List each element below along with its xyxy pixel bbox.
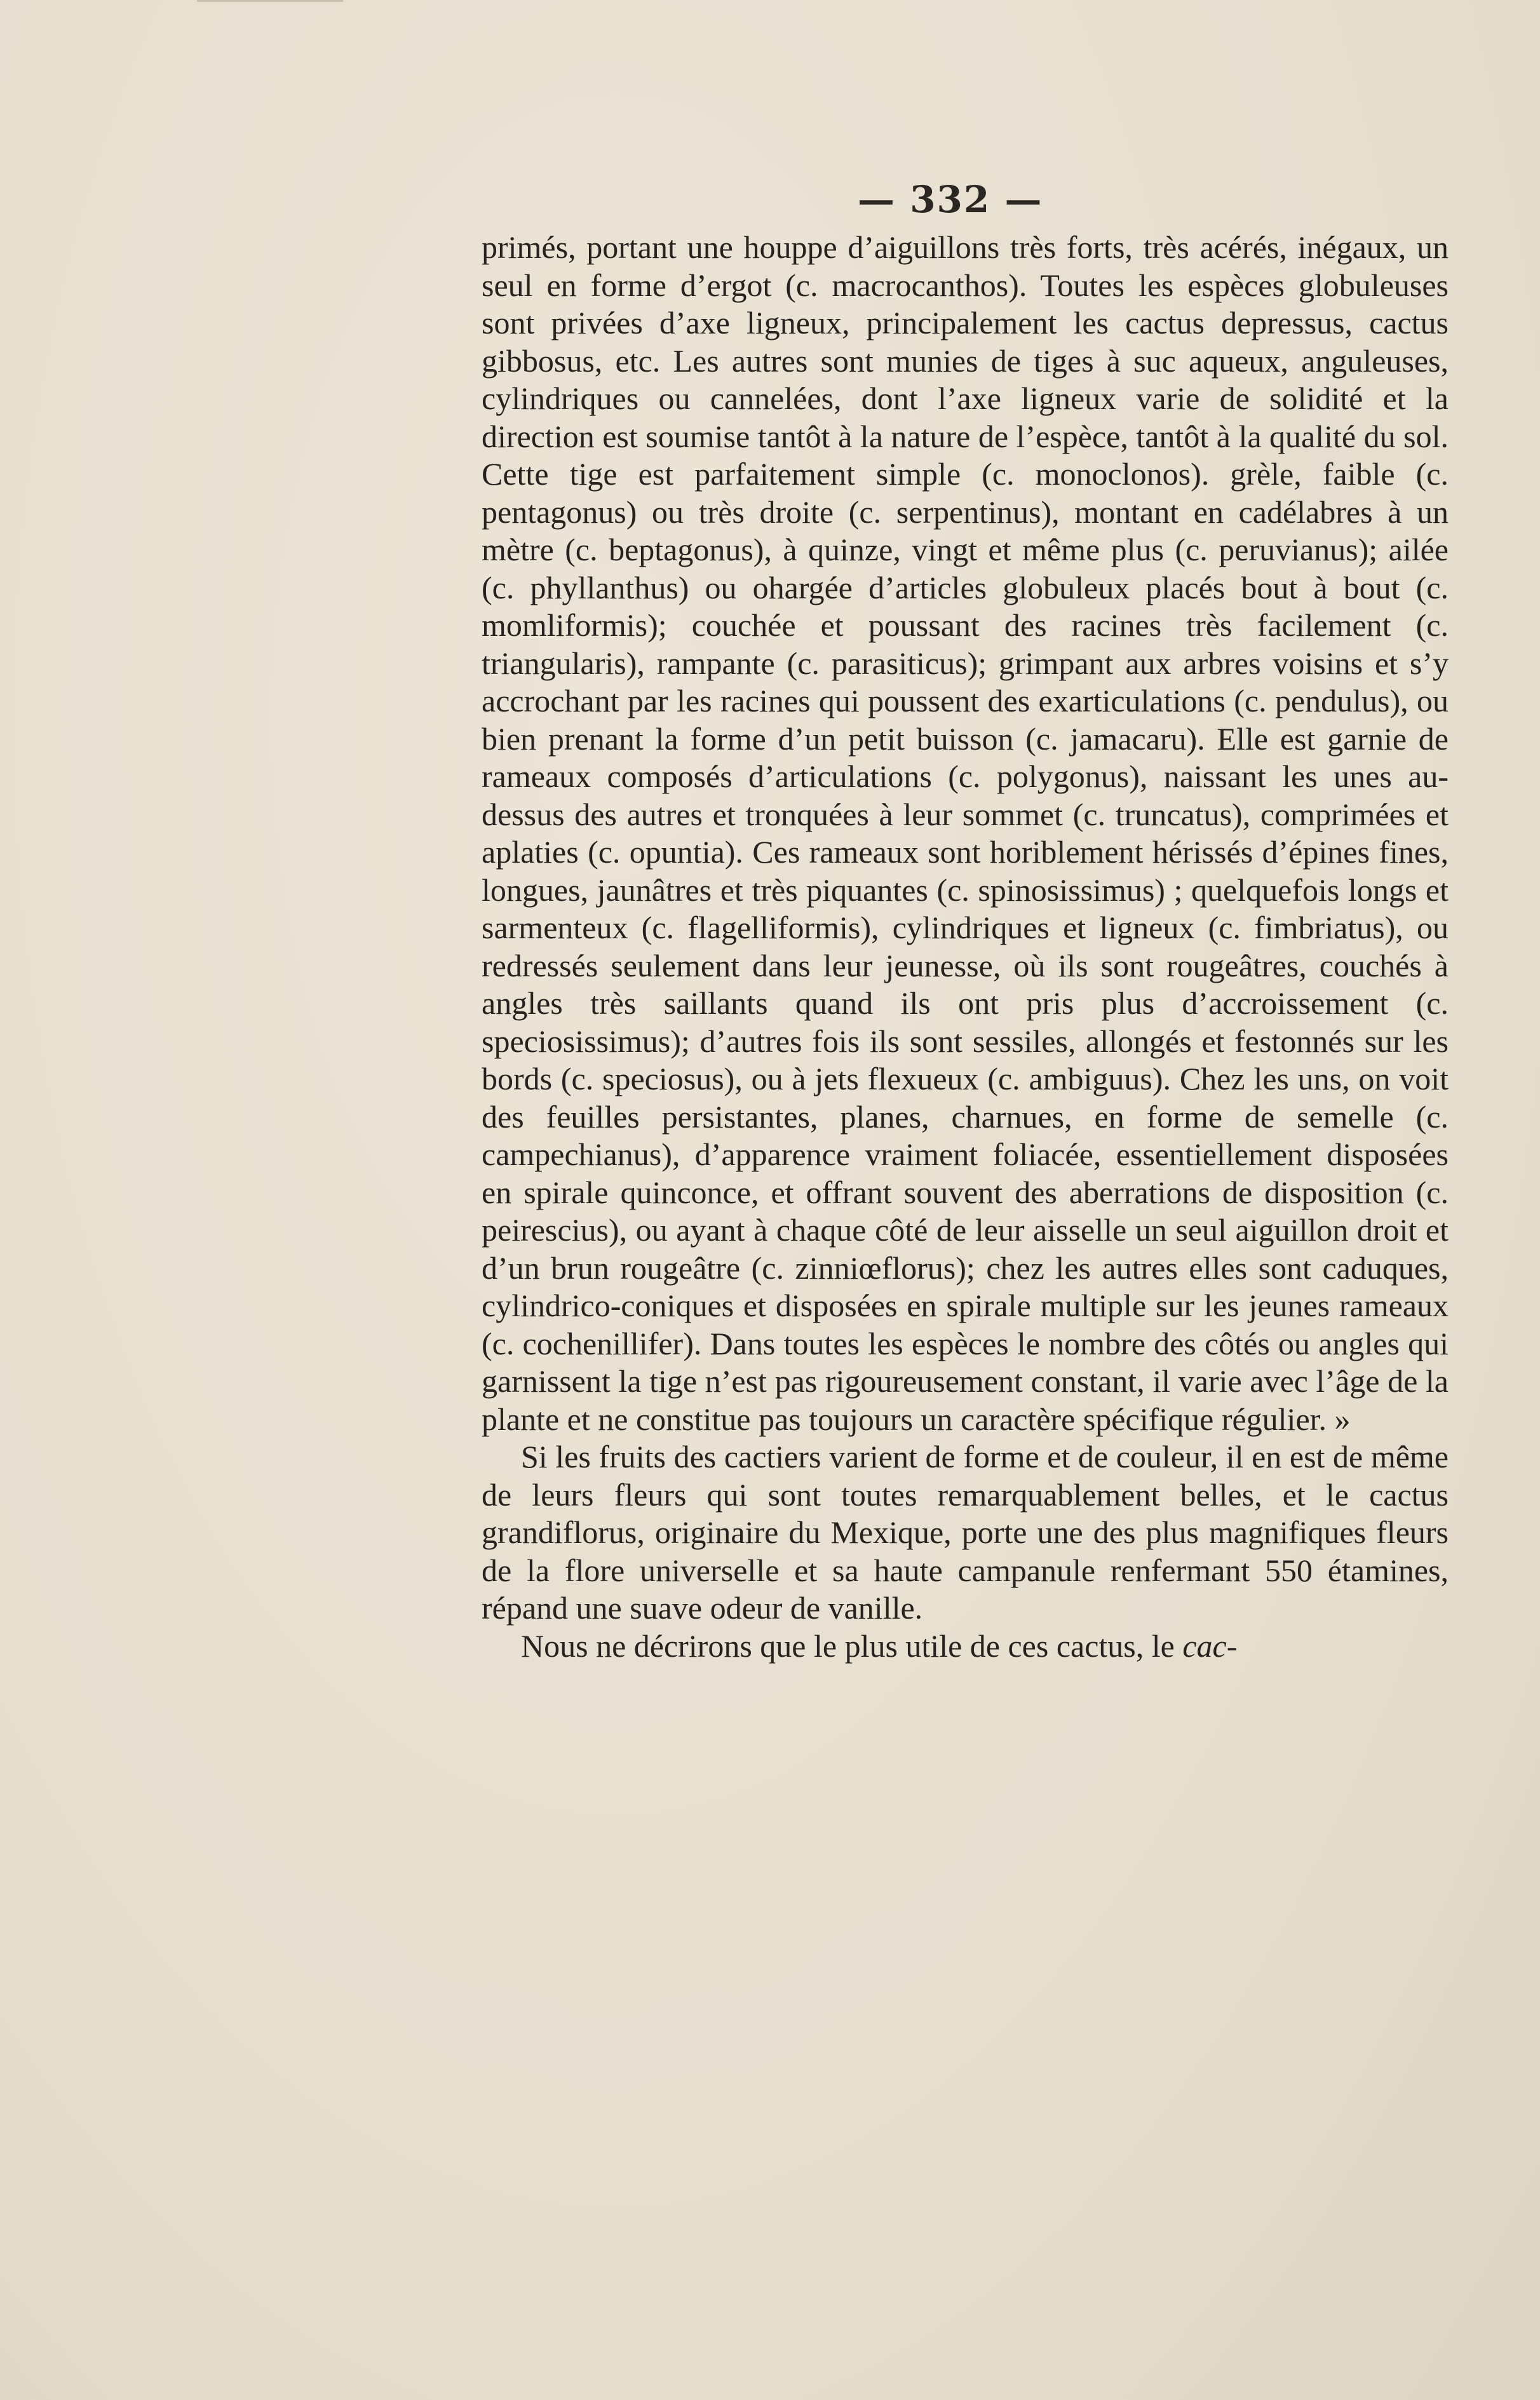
paragraph-3 (482, 1628, 1449, 1666)
page-number: — 332 — (858, 178, 1043, 221)
body-text (482, 229, 1449, 1665)
paragraph-3-italic-tail: cac- (1182, 1628, 1238, 1664)
paragraph-1: primés, portant une houppe d’aiguillons très forts, très acérés, inégaux, un seul en forme d’ergot (c. macrocanthos). Toutes les espèces globuleuses sont privées d’axe ligneux, principalement les cactus depressus, cactus gibbosus, etc. Les autres sont munies de tiges à suc aqueux, anguleuses, cylindriques ou cannelées, dont l’axe ligneux varie de solidité et la direction est soumise tantôt à la nature de l’espèce, tantôt à la qualité du sol. Cette tige est parfaitement simple (c. monoclonos). grèle, faible (c. pentagonus) ou très droite (c. serpentinus), montant en cadélabres à un mètre (c. beptagonus), à quinze, vingt et même plus (c. peruvianus); ailée (c. phyllanthus) ou ohargée d’articles globuleux placés bout à bout (c. momliformis); couchée et poussant des racines très facilement (c. triangularis), rampante (c. parasiticus); grimpant aux arbres voisins et s’y accrochant par les racines qui poussent des exarticulations (c. pendulus), ou bien prenant la forme d’un petit buisson (c. jamacaru). Elle est garnie de rameaux composés d’articulations (c. polygonus), naissant les unes au-dessus des autres et tronquées à leur sommet (c. truncatus), comprimées et aplaties (c. opuntia). Ces rameaux sont horiblement hérissés d’épines fines, longues, jaunâtres et très piquantes (c. spinosissimus) ; quelquefois longs et sarmenteux (c. flagelliformis), cylindriques et ligneux (c. fimbriatus), ou redressés seulement dans leur jeunesse, où ils sont rougeâtres, couchés à angles très saillants quand ils ont pris plus d’accroissement (c. speciosissimus); d’autres fois ils sont sessiles, allongés et festonnés sur les bords (c. speciosus), ou à jets flexueux (c. ambiguus). Chez les uns, on voit des feuilles persistantes, planes, charnues, en forme de semelle (c. campechianus), d’apparence vraiment foliacée, essentiellement disposées en spirale quinconce, et offrant souvent des aberrations de disposition (c. peirescius), ou ayant à chaque côté de leur aisselle un seul aiguillon droit et d’un brun rougeâtre (c. zinniœflorus); chez les autres elles sont caduques, cylindrico-coniques et disposées en spirale multiple sur les jeunes rameaux (c. cochenillifer). Dans toutes les espèces le nombre des côtés ou angles qui garnissent la tige n’est pas rigoureusement constant, il varie avec l’âge de la plante et ne constitue pas toujours un caractère spécifique régulier. » (482, 229, 1449, 1437)
paragraph-3-text: Nous ne décrirons que le plus utile de ces cactus, le (521, 1628, 1175, 1664)
top-edge-rule (197, 0, 343, 2)
paragraph-2: Si les fruits des cactiers varient de forme et de couleur, il en est de même de leurs fleurs qui sont toutes remarquablement belles, et le cactus grandiflorus, originaire du Mexique, porte une des plus magnifiques fleurs de la flore universelle et sa haute campanule renfermant 550 étamines, répand une suave odeur de vanille. (482, 1439, 1449, 1626)
